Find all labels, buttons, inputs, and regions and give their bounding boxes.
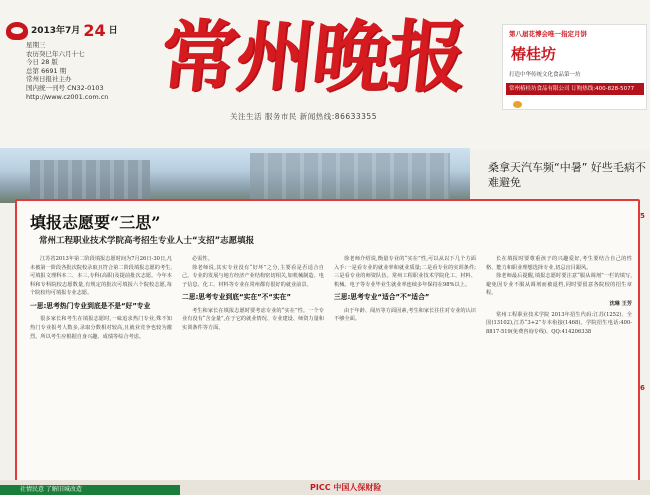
cn-number: 国内统一刊号 CN32-0103 — [26, 83, 104, 92]
date-year-month: 2013年7月 — [31, 25, 81, 36]
paragraph: 长在填报时要尊重孩子的兴趣爱好,考生要结合自己的性格、能力和职业理想选择专业,切忌盲目跟风。 — [486, 256, 632, 271]
paragraph: 徐老师最后提醒,填报志愿时要注意“服从调剂”一栏的填写,避免因专业不服从调剂而被退档,同时要留意各院校的招生章程。 — [486, 273, 632, 297]
issue-total: 总第 6691 期 — [26, 66, 67, 75]
lunar-date: 农历癸巳年六月十七 — [26, 49, 85, 58]
publisher: 常州日报社主办 — [26, 75, 72, 84]
weekday: 星期三 — [26, 41, 46, 49]
paragraph: 很多家长和考生在填报志愿时,一味追求热门专业,殊不知热门专业报考人数多,录取分数相对较高,且就业竞争也较为激烈。所以考生应根据自身兴趣、成绩等综合考虑。 — [30, 316, 172, 340]
paragraph: 江苏省2013年第二阶段填报志愿时间为7月26日-30日,凡未被第一阶段各批次院校录取且符合第二阶段填报志愿的考生,可填报文理科本二、本三,专科(高职)及提前批次志愿。今年本科和专科院校志愿数量,有规定的批次可填报六个院校志愿,每个院校均可填报专业志愿。 — [30, 256, 172, 297]
section-heading-1: 一思:思考热门专业到底是不是“好”专业 — [30, 301, 151, 310]
paragraph: 考生和家长在填报志愿时要考虑专业的“实在”性。一个专业有没有“含金量”,在于它的就业情况、专业建设、师资力量和实训条件等方面。 — [182, 307, 324, 332]
edge-marker-bottom: 6 — [640, 384, 645, 392]
date-day-suffix: 日 — [108, 25, 118, 36]
paragraph: 徐老师介绍说,衡量专业的“实在”性,可以从以下几个方面入手:一是看专业的就业率和就业质量;二是看专业的实训条件;三是看专业的师资队伍。常州工程职业技术学院化工、材料、机械、电子等专业毕业生就业率连续多年保持在98%以上。 — [334, 256, 476, 288]
section-heading-3: 三思:思考专业“适合”不“适合” — [334, 293, 430, 302]
edge-marker-top: 5 — [640, 212, 645, 220]
footer-picc-ad[interactable]: PICC 中国人保财险 — [310, 483, 382, 492]
highlighted-article — [15, 199, 640, 486]
right-column-headline[interactable]: 桑拿天汽车频“中暑” 好些毛病不难避免 — [488, 161, 646, 189]
slogan-line: 关注生活 服务市民 新闻热线:86633355 — [230, 112, 377, 121]
paper-title: 常州晚报 — [155, 12, 470, 103]
paragraph: 由于年龄、阅历等方面因素,考生和家长往往对专业的认识不够全面。 — [334, 307, 476, 323]
section-heading-2: 二思:思考专业到底“实在”不“实在” — [182, 293, 291, 302]
newspaper-logo-icon — [6, 22, 28, 40]
paragraph: 徐老师说,其实专业没有“好坏”之分,主要看是否适合自己。专业的发展与地方经济产业结构密切相关,如机械制造、电子信息、化工、材料等专业在常州都有很好的就业前景。 — [182, 264, 324, 288]
ad-sub-text: 打造中华传统文化食品第一坊 — [509, 72, 581, 78]
article-byline: 沈琳 王芳 — [609, 300, 632, 307]
ad-brand: 椿桂坊 — [511, 45, 557, 63]
article-column-2 — [182, 255, 324, 483]
website-link[interactable]: http://www.cz001.com.cn — [26, 92, 109, 101]
city-photo — [0, 148, 470, 203]
article-column-1 — [30, 255, 172, 483]
masthead — [0, 0, 650, 150]
mooncake-ad[interactable] — [502, 24, 647, 110]
ad-contact-bar: 常州椿桂坊食品有限公司 订购热线:400-828-5077 — [506, 83, 644, 95]
date-row — [6, 22, 156, 40]
date-block — [6, 22, 156, 101]
article-title: 填报志愿要“三思” — [30, 213, 161, 232]
page-count: 今日 28 版 — [26, 58, 58, 67]
flower-icon — [513, 101, 522, 108]
article-column-3 — [334, 255, 476, 483]
footer-green-banner: 社情民意 了解旧城改造 — [0, 485, 180, 495]
paragraph: 必需性。 — [192, 256, 213, 262]
school-info: 常州工程职业技术学院 2013年招生代码:江苏(1252)、全国(13102),江苏“3+2”专本衔接(1468)。学院招生电话:400-8817-519(免费咨询专线)、QQ:414206338 — [486, 311, 632, 335]
date-day: 24 — [83, 21, 106, 40]
article-column-4 — [486, 255, 632, 483]
ad-top-text: 第八届花博会唯一指定月饼 — [509, 30, 587, 38]
article-subtitle: 常州工程职业技术学院高考招生专业人士“支招”志愿填报 — [39, 236, 255, 246]
issue-info — [26, 41, 156, 101]
